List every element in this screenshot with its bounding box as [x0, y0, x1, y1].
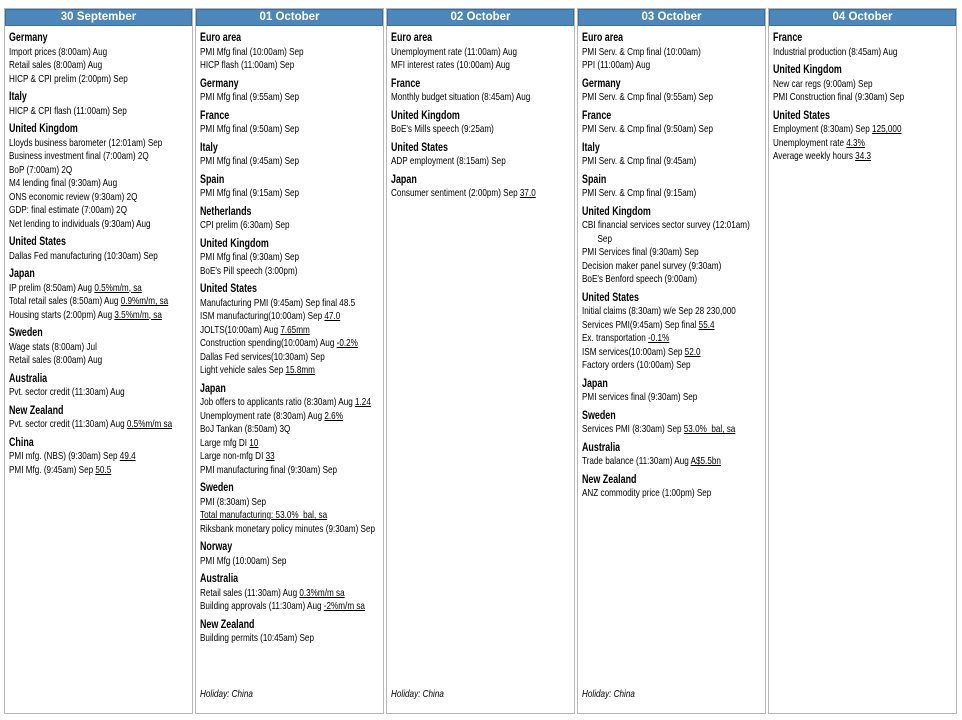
country-name: United Kingdom: [391, 109, 460, 122]
country-name: United Kingdom: [773, 64, 842, 76]
event-value: 2.6%: [324, 409, 343, 422]
day-events: [387, 26, 574, 713]
country-name: Sweden: [9, 327, 43, 339]
event-value: 33: [265, 450, 275, 462]
day-header-date: 30 September: [5, 9, 192, 26]
event-item: Large non-mfg DI 33: [200, 450, 275, 462]
event-item: Pvt. sector credit (11:30am) Aug: [9, 386, 125, 398]
country-name: United States: [773, 109, 830, 122]
event-item: Import prices (8:00am) Aug: [9, 45, 108, 58]
event-item: Large mfg DI 10: [200, 436, 259, 449]
event-item: Unemployment rate (11:00am) Aug: [391, 45, 518, 58]
country-section: [582, 377, 765, 405]
event-item: PMI Services final (9:30am) Sep: [582, 246, 699, 258]
country-section: [391, 31, 574, 73]
country-section: [9, 436, 192, 478]
day-column: [386, 8, 575, 714]
country-section: [391, 77, 574, 105]
event-item: PMI Serv. & Cmp final (9:50am) Sep: [582, 123, 713, 135]
event-item: BoJ Tankan (8:50am) 3Q: [200, 423, 291, 435]
country-section: [200, 77, 383, 105]
country-name: Japan: [200, 382, 226, 395]
event-item: CBI financial services sector survey (12:01am) Sep: [582, 219, 753, 245]
country-name: Japan: [391, 173, 417, 186]
event-item: PMI services final (9:30am) Sep: [582, 391, 698, 403]
country-name: Euro area: [200, 32, 242, 44]
country-name: United States: [9, 236, 66, 248]
country-section: [9, 326, 192, 368]
event-item: Light vehicle sales Sep 15.8mm: [200, 364, 315, 376]
country-section: [9, 267, 192, 322]
event-item: Job offers to applicants ratio (8:30am) Aug 1.24: [200, 396, 371, 408]
country-name: United Kingdom: [9, 123, 78, 135]
event-value: 37.0: [519, 187, 536, 199]
event-item: PMI (8:30am) Sep: [200, 495, 267, 508]
event-item: Unemployment rate (8:30am) Aug 2.6%: [200, 409, 343, 422]
event-item: PMI Mfg final (9:55am) Sep: [200, 91, 300, 103]
country-name: Italy: [200, 141, 218, 154]
event-item: PMI Serv. & Cmp final (9:45am): [582, 155, 697, 167]
event-item: HICP & CPI prelim (2:00pm) Sep: [9, 72, 128, 85]
event-value: 50.5: [95, 463, 112, 476]
event-item: CPI prelim (6:30am) Sep: [200, 219, 290, 231]
country-section: [582, 77, 765, 105]
day-column: [4, 8, 193, 714]
event-item: Factory orders (10:00am) Sep: [582, 359, 691, 371]
event-item: PMI Mfg. (9:45am) Sep 50.5: [9, 463, 112, 476]
event-item: Dallas Fed manufacturing (10:30am) Sep: [9, 249, 158, 262]
event-item: Decision maker panel survey (9:30am): [582, 259, 722, 272]
day-column: [195, 8, 384, 714]
country-name: Australia: [9, 372, 48, 385]
country-name: United States: [200, 283, 257, 295]
event-value: 49.4: [119, 450, 136, 462]
event-value: 10: [249, 436, 259, 449]
event-item: Pvt. sector credit (11:30am) Aug 0.5%m/m sa: [9, 418, 173, 430]
event-item: [200, 509, 383, 523]
event-item: M4 lending final (9:30am) Aug: [9, 177, 118, 189]
event-item: Ex. transportation -0.1%: [582, 332, 670, 344]
event-item: BoE's Pill speech (3:00pm): [200, 264, 298, 277]
event-item: PMI manufacturing final (9:30am) Sep: [200, 463, 338, 476]
country-name: Netherlands: [200, 205, 252, 218]
event-item: BoE's Benford speech (9:00am): [582, 273, 698, 285]
event-item: JOLTS(10:00am) Aug 7.65mm: [200, 323, 310, 336]
country-section: [582, 441, 765, 469]
event-item: Building permits (10:45am) Sep: [200, 632, 314, 644]
day-column: [768, 8, 957, 714]
country-section: [200, 31, 383, 73]
country-name: Euro area: [391, 32, 433, 44]
day-header-date: 01 October: [196, 9, 383, 26]
event-item: IP prelim (8:50am) Aug 0.5%m/m, sa: [9, 281, 142, 294]
country-section: [773, 31, 956, 59]
event-item: Wage stats (8:00am) Jul: [9, 340, 97, 353]
country-name: Spain: [200, 173, 225, 186]
event-value: 47.0: [324, 310, 341, 322]
event-value: Total manufacturing: 53.0% bal, sa: [200, 509, 328, 521]
day-events-list: [9, 31, 192, 707]
country-name: United States: [582, 291, 639, 304]
event-value: 3.5%m/m, sa: [114, 308, 162, 321]
event-value: 0.5%m/m, sa: [94, 281, 142, 294]
country-section: [582, 31, 765, 73]
country-section: [9, 372, 192, 400]
event-value: 7.65mm: [280, 323, 310, 336]
event-value: 1.24: [355, 396, 371, 408]
event-value: 4.3%: [846, 136, 865, 149]
country-section: [391, 141, 574, 169]
event-item: Trade balance (11:30am) Aug A$5.5bn: [582, 455, 721, 467]
event-value: 0.3%m/m sa: [299, 586, 345, 599]
day-events: [769, 26, 956, 713]
country-name: New Zealand: [9, 404, 64, 417]
event-item: ISM manufacturing(10:00am) Sep 47.0: [200, 310, 341, 322]
event-item: Lloyds business barometer (12:01am) Sep: [9, 136, 163, 149]
country-name: Australia: [582, 441, 621, 454]
event-item: PMI Serv. & Cmp final (9:15am): [582, 187, 697, 199]
event-item: PMI Construction final (9:30am) Sep: [773, 91, 905, 103]
country-section: [200, 109, 383, 137]
country-section: [582, 409, 765, 437]
country-name: Germany: [9, 32, 48, 44]
country-name: Australia: [200, 573, 239, 585]
country-section: [773, 109, 956, 164]
country-name: United Kingdom: [200, 237, 269, 250]
event-item: ONS economic review (9:30am) 2Q: [9, 190, 138, 203]
event-item: Net lending to individuals (9:30am) Aug: [9, 217, 151, 230]
country-section: [200, 141, 383, 169]
event-value: 0.9%m/m, sa: [120, 295, 169, 307]
country-section: [9, 90, 192, 118]
event-item: ADP employment (8:15am) Sep: [391, 155, 506, 167]
country-section: [391, 173, 574, 201]
country-name: China: [9, 436, 34, 449]
country-name: Sweden: [200, 482, 234, 494]
country-section: [200, 618, 383, 646]
day-header-date: 03 October: [578, 9, 765, 26]
day-events: [578, 26, 765, 713]
event-item: PMI Mfg final (9:45am) Sep: [200, 155, 300, 167]
country-name: Euro area: [582, 32, 624, 44]
country-name: France: [582, 109, 612, 122]
event-item: Business investment final (7:00am) 2Q: [9, 150, 149, 162]
country-name: Italy: [582, 141, 600, 154]
event-item: Dallas Fed services(10:30am) Sep: [200, 350, 325, 363]
day-header-date: 04 October: [769, 9, 956, 26]
event-item: PMI mfg. (NBS) (9:30am) Sep 49.4: [9, 450, 136, 462]
event-value: A$5.5bn: [690, 455, 721, 467]
country-section: [773, 63, 956, 105]
country-section: [200, 205, 383, 233]
event-value: 125,000: [872, 123, 902, 135]
country-name: New Zealand: [200, 618, 255, 631]
country-section: [9, 404, 192, 432]
event-value: -2%m/m sa: [323, 600, 365, 612]
event-item: HICP flash (11:00am) Sep: [200, 59, 295, 71]
event-item: HICP & CPI flash (11:00am) Sep: [9, 104, 127, 117]
event-value: 52.0: [684, 345, 701, 358]
country-name: France: [773, 32, 803, 44]
country-name: Japan: [582, 377, 608, 390]
event-item: Total retail sales (8:50am) Aug 0.9%m/m, sa: [9, 295, 169, 307]
event-item: Riksbank monetary policy minutes (9:30am) Sep: [200, 522, 376, 535]
country-name: France: [200, 109, 230, 122]
day-events: [5, 26, 192, 713]
event-item: MFI interest rates (10:00am) Aug: [391, 59, 510, 71]
country-name: Japan: [9, 268, 35, 280]
event-item: BoP (7:00am) 2Q: [9, 163, 73, 176]
country-name: Norway: [200, 541, 233, 553]
event-item: Services PMI (8:30am) Sep 53.0% bal, sa: [582, 423, 736, 435]
country-name: United Kingdom: [582, 205, 651, 218]
country-section: [9, 235, 192, 263]
event-item: Industrial production (8:45am) Aug: [773, 45, 898, 58]
event-value: 0.5%m/m sa: [126, 418, 173, 430]
country-name: United States: [391, 141, 448, 154]
country-section: [582, 109, 765, 137]
event-item: Retail sales (8:00am) Aug: [9, 59, 103, 71]
event-item: Average weekly hours 34.3: [773, 150, 872, 162]
event-item: PMI Serv. & Cmp final (9:55am) Sep: [582, 91, 713, 103]
country-section: [9, 122, 192, 231]
country-section: [200, 173, 383, 201]
country-section: [9, 31, 192, 86]
country-name: Spain: [582, 173, 607, 186]
country-section: [200, 282, 383, 378]
day-events-list: [773, 31, 956, 707]
country-section: [582, 173, 765, 201]
country-section: [582, 141, 765, 169]
day-events-list: [391, 31, 574, 707]
event-item: Consumer sentiment (2:00pm) Sep 37.0: [391, 187, 536, 199]
economic-calendar: [4, 8, 957, 714]
country-name: France: [391, 77, 421, 90]
event-item: New car regs (9:00am) Sep: [773, 77, 873, 90]
country-section: [582, 205, 765, 287]
holiday-note: Holiday: China: [200, 687, 253, 700]
holiday-note: Holiday: China: [582, 687, 635, 700]
day-events-list: [582, 31, 765, 707]
event-item: PMI Mfg final (9:30am) Sep: [200, 251, 300, 263]
event-item: ANZ commodity price (1:00pm) Sep: [582, 487, 712, 499]
event-item: BoE's Mills speech (9:25am): [391, 123, 494, 135]
event-item: Services PMI(9:45am) Sep final 55.4: [582, 318, 715, 331]
day-column: [577, 8, 766, 714]
country-section: [200, 382, 383, 478]
holiday-note: Holiday: China: [391, 687, 444, 700]
event-item: Retail sales (11:30am) Aug 0.3%m/m sa: [200, 586, 345, 599]
country-section: [200, 540, 383, 568]
event-item: ISM services(10:00am) Sep 52.0: [582, 345, 701, 358]
country-name: Italy: [9, 91, 27, 103]
event-item: Employment (8:30am) Sep 125,000: [773, 123, 902, 135]
country-section: [582, 291, 765, 373]
day-header-date: 02 October: [387, 9, 574, 26]
event-item: PMI Mfg final (9:50am) Sep: [200, 123, 300, 135]
event-value: 34.3: [855, 150, 872, 162]
event-value: 15.8mm: [285, 364, 315, 376]
day-events: [196, 26, 383, 713]
country-name: Germany: [200, 77, 239, 90]
event-item: Unemployment rate 4.3%: [773, 136, 865, 149]
country-name: New Zealand: [582, 473, 637, 486]
event-item: PPI (11:00am) Aug: [582, 59, 651, 71]
event-value: -0.2%: [336, 337, 358, 349]
event-item: Manufacturing PMI (9:45am) Sep final 48.5: [200, 296, 356, 309]
event-item: PMI Serv. & Cmp final (10:00am): [582, 45, 701, 58]
event-item: PMI Mfg final (10:00am) Sep: [200, 45, 304, 58]
event-value: 53.0% bal, sa: [683, 423, 736, 435]
event-item: PMI Mfg final (9:15am) Sep: [200, 187, 300, 199]
event-item: Housing starts (2:00pm) Aug 3.5%m/m, sa: [9, 308, 162, 321]
country-section: [200, 237, 383, 279]
event-item: Building approvals (11:30am) Aug -2%m/m sa: [200, 600, 365, 612]
event-item: Initial claims (8:30am) w/e Sep 28 230,000: [582, 305, 736, 317]
event-item: Retail sales (8:00am) Aug: [9, 354, 103, 366]
country-name: Germany: [582, 77, 621, 90]
event-item: PMI Mfg (10:00am) Sep: [200, 554, 287, 567]
event-value: 55.4: [698, 318, 715, 331]
event-item: Monthly budget situation (8:45am) Aug: [391, 91, 531, 103]
event-item: GDP: final estimate (7:00am) 2Q: [9, 204, 128, 216]
country-section: [200, 481, 383, 536]
event-item: Construction spending(10:00am) Aug -0.2%: [200, 337, 358, 349]
country-section: [200, 572, 383, 614]
day-events-list: [200, 31, 383, 707]
country-name: Sweden: [582, 409, 616, 422]
event-value: -0.1%: [648, 332, 670, 344]
country-section: [582, 473, 765, 501]
country-section: [391, 109, 574, 137]
